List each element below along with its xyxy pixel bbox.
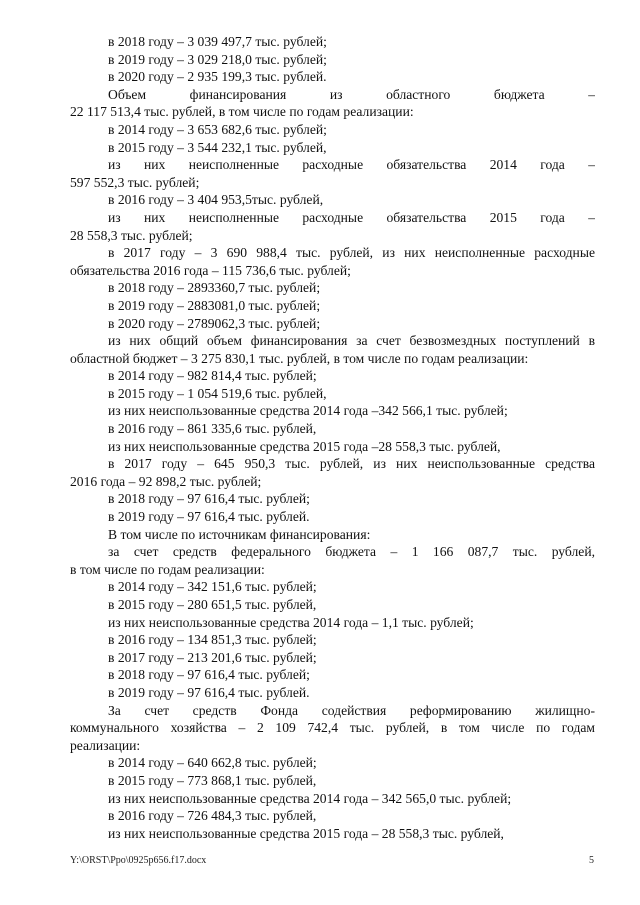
text-line: в 2015 году – 280 651,5 тыс. рублей, <box>108 597 317 612</box>
text-line: в 2018 году – 3 039 497,7 тыс. рублей; <box>108 34 327 49</box>
text-line: обязательства 2016 года – 115 736,6 тыс. рублей; <box>70 262 351 278</box>
text-line: в 2018 году – 2893360,7 тыс. рублей; <box>108 280 321 296</box>
text-line: из них неиспользованные средства 2014 года – 342 565,0 тыс. рублей; <box>108 790 512 806</box>
text-line: В том числе по источникам финансирования: <box>108 526 371 542</box>
text-line: из них неисполненные расходные обязательства 2014 года – <box>108 157 595 173</box>
text-line: в 2019 году – 97 616,4 тыс. рублей. <box>108 684 310 700</box>
page-number: 5 <box>589 855 594 866</box>
text-line: из них неиспользованные средства 2015 года –28 558,3 тыс. рублей, <box>108 438 501 454</box>
text-line: в 2014 году – 640 662,8 тыс. рублей; <box>108 755 317 771</box>
text-line: За счет средств Фонда содействия реформированию жилищно- <box>108 702 595 718</box>
text-line: 2016 года – 92 898,2 тыс. рублей; <box>70 473 262 489</box>
text-line: из них общий объем финансирования за счет безвозмездных поступлений в <box>108 333 595 349</box>
text-line: из них неиспользованные средства 2014 года –342 566,1 тыс. рублей; <box>108 403 508 419</box>
text-line: в 2019 году – 3 029 218,0 тыс. рублей; <box>108 51 327 67</box>
text-line: 22 117 513,4 тыс. рублей, в том числе по годам реализации: <box>70 104 414 120</box>
text-line: в 2018 году – 97 616,4 тыс. рублей; <box>108 491 310 507</box>
text-line: 28 558,3 тыс. рублей; <box>70 227 193 243</box>
text-line: в 2017 году – 645 950,3 тыс. рублей, из них неиспользованные средства <box>108 456 595 472</box>
text-line: из них неисполненные расходные обязательства 2015 года – <box>108 209 595 225</box>
text-line: в 2016 году – 134 851,3 тыс. рублей; <box>108 632 317 648</box>
text-line: в 2014 году – 3 653 682,6 тыс. рублей; <box>108 121 327 137</box>
text-line: Объем финансирования из областного бюджета – <box>108 86 595 102</box>
text-line: в 2017 году – 3 690 988,4 тыс. рублей, из них неисполненные расходные <box>108 245 595 261</box>
text-line: в 2015 году – 3 544 232,1 тыс. рублей, <box>108 139 327 155</box>
text-line: реализации: <box>70 737 141 753</box>
text-line: из них неиспользованные средства 2015 года – 28 558,3 тыс. рублей, <box>108 825 504 841</box>
document-body <box>70 33 595 842</box>
text-line: в том числе по годам реализации: <box>70 561 265 577</box>
text-line: в 2017 году – 213 201,6 тыс. рублей; <box>108 649 317 665</box>
text-line: в 2016 году – 726 484,3 тыс. рублей, <box>108 808 317 824</box>
text-line: в 2016 году – 861 335,6 тыс. рублей, <box>108 421 317 437</box>
text-line: в 2014 году – 342 151,6 тыс. рублей; <box>108 579 317 595</box>
text-line: в 2014 году – 982 814,4 тыс. рублей; <box>108 368 317 384</box>
text-line: 597 552,3 тыс. рублей; <box>70 174 200 190</box>
text-line: в 2016 году – 3 404 953,5тыс. рублей, <box>108 192 324 208</box>
text-line: областной бюджет – 3 275 830,1 тыс. рублей, в том числе по годам реализации: <box>70 350 529 366</box>
text-line: за счет средств федерального бюджета – 1 166 087,7 тыс. рублей, <box>108 544 595 560</box>
text-line: в 2020 году – 2789062,3 тыс. рублей; <box>108 315 321 331</box>
text-line: в 2015 году – 1 054 519,6 тыс. рублей, <box>108 385 327 401</box>
footer-file-path: Y:\ORST\Ppo\0925p656.f17.docx <box>70 855 207 866</box>
text-line: из них неиспользованные средства 2014 года – 1,1 тыс. рублей; <box>108 614 474 630</box>
text-line: в 2020 году – 2 935 199,3 тыс. рублей. <box>108 69 327 85</box>
text-line: коммунального хозяйства – 2 109 742,4 тыс. рублей, в том числе по годам <box>70 720 595 736</box>
text-line: в 2015 году – 773 868,1 тыс. рублей, <box>108 772 317 788</box>
text-line: в 2018 году – 97 616,4 тыс. рублей; <box>108 667 310 683</box>
text-line: в 2019 году – 97 616,4 тыс. рублей. <box>108 509 310 525</box>
text-line: в 2019 году – 2883081,0 тыс. рублей; <box>108 297 321 313</box>
